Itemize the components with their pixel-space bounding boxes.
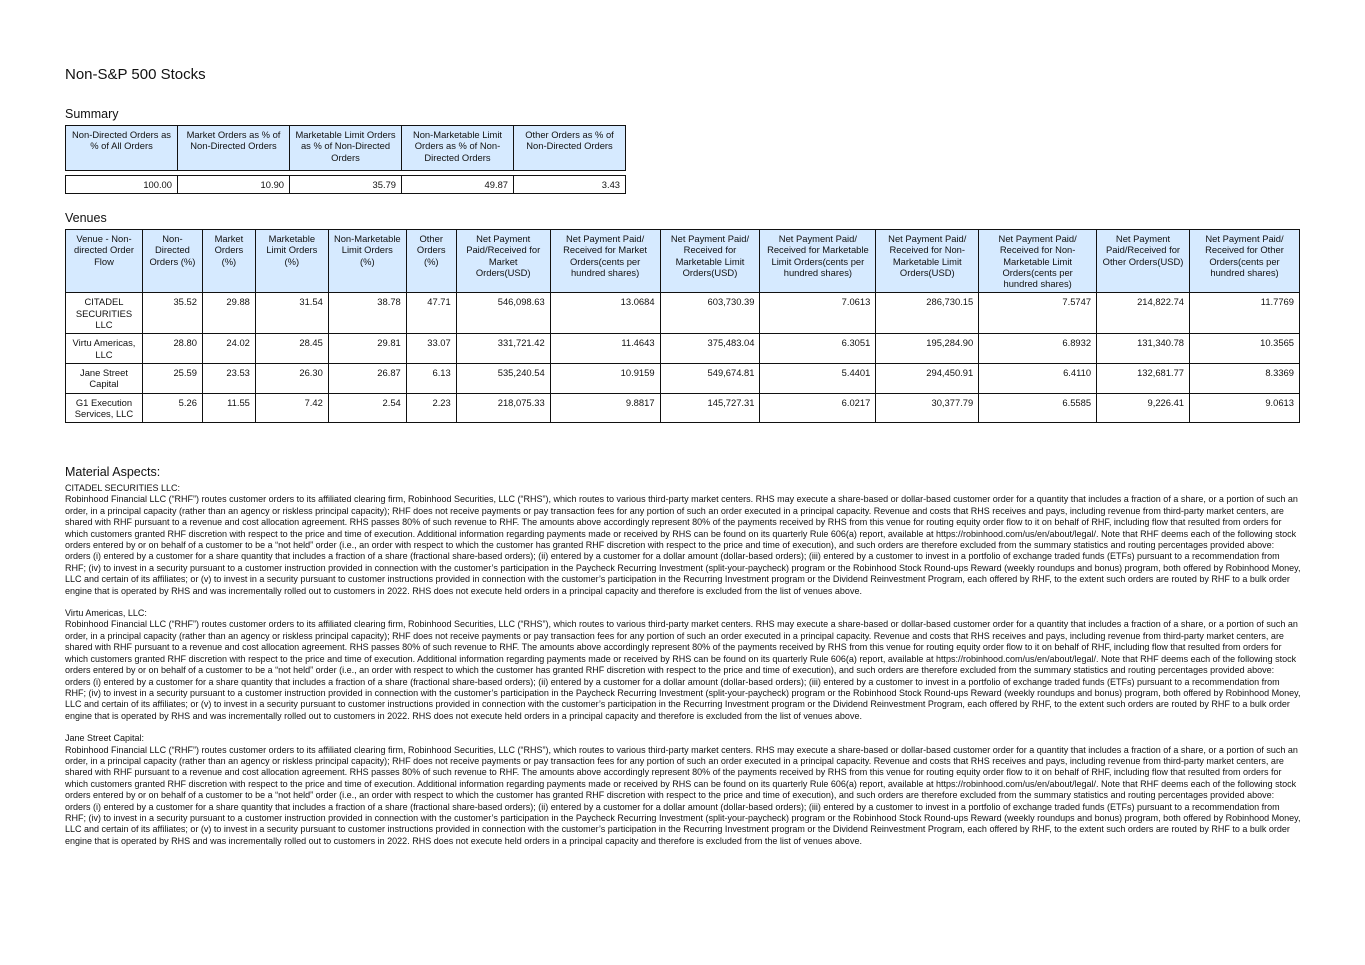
summary-value-row — [66, 176, 626, 194]
aspect-venue-title: Jane Street Capital: — [65, 733, 145, 744]
venues-header-cell: Net Payment Paid/ Received for Market Orders(cents per hundred shares) — [550, 230, 660, 293]
venue-value-cell: 38.78 — [328, 293, 406, 334]
material-aspect-item — [65, 483, 1301, 597]
venues-header-cell: Net Payment Paid/ Received for Marketable Limit Orders(cents per hundred shares) — [760, 230, 876, 293]
venues-heading: Venues — [65, 211, 107, 225]
venues-header-cell: Net Payment Paid/Received for Market Orders(USD) — [456, 230, 550, 293]
venue-value-cell: 9.0613 — [1190, 393, 1300, 423]
venue-value-cell: 535,240.54 — [456, 363, 550, 393]
summary-value-cell: 49.87 — [402, 176, 514, 194]
venue-value-cell: 6.4110 — [979, 363, 1097, 393]
venue-value-cell: 26.87 — [328, 363, 406, 393]
venue-value-cell: 6.13 — [406, 363, 456, 393]
venue-value-cell: 286,730.15 — [876, 293, 979, 334]
table-row — [66, 393, 1300, 423]
venue-value-cell: 28.80 — [142, 334, 202, 364]
venue-value-cell: 7.42 — [255, 393, 328, 423]
venue-value-cell: 131,340.78 — [1097, 334, 1190, 364]
venues-header-cell: Market Orders (%) — [202, 230, 255, 293]
aspect-text: Robinhood Financial LLC (“RHF”) routes customer orders to its affiliated clearing firm, Robinhood Securities, LLC (“RHS”), which routes to various third-party market centers. RHS may execute a share-based or dollar-based customer order for a quantity that includes a fraction of a share, or a portion of such an order, in a principal capacity (rather than an agency or riskless principal capacity); RHF does not receive payments or pay transaction fees for any portion of such an order executed in a principal capacity. Revenue and costs that RHS receives and pays, including revenue from third-party market centers, are shared with RHF pursuant to a revenue and cost allocation agreement. RHS passes 80% of such revenue to RHF. The amounts above accordingly represent 80% of the payments received by RHS from this venue for routing equity order flow to it on behalf of RHF, including flow that resulted from orders for which customers granted RHF discretion with respect to the price and time of execution. Additional information regarding payments made or received by RHS can be found on its quarterly Rule 606(a) report, available at https://robinhood.com/us/en/about/legal/. Note that RHF deems each of the following stock orders entered by or on behalf of a customer to be a “not held” order (i.e., an order with respect to which the customer has granted RHF discretion with respect to the price and time of execution), and such orders are therefore excluded from the summary statistics and routing percentages provided above: orders (i) entered by a customer for a share quantity that includes a fraction of a share (fractional share-based orders); (ii) entered by a customer for a dollar amount (dollar-based orders); (iii) entered by a customer to invest in a portfolio of exchange traded funds (ETFs) pursuant to a recommendation from RHF; (iv) to invest in a security pursuant to a customer instruction provided in connection with the customer’s participation in the Paycheck Recurring Investment (split-your-paycheck) program or the Robinhood Stock Round-ups Reward (weekly roundups and bonus) program, both offered by Robinhood Money, LLC and certain of its affiliates; or (v) to invest in a security pursuant to customer instructions provided in connection with the customer’s participation in the Recurring Investment program or the Dividend Reinvestment Program, each offered by RHF, to the extent such orders are routed by RHF to a bulk order engine that is operated by RHS and was incrementally rolled out to customers in 2022. RHS does not execute held orders in a principal capacity and therefore is excluded from the list of venues above. — [65, 494, 1301, 596]
venue-value-cell: 7.0613 — [760, 293, 876, 334]
venues-header-cell: Non-Marketable Limit Orders (%) — [328, 230, 406, 293]
venues-header-cell: Net Payment Paid/ Received for Other Orders(cents per hundred shares) — [1190, 230, 1300, 293]
venue-value-cell: 9,226.41 — [1097, 393, 1190, 423]
venues-header-cell: Venue - Non-directed Order Flow — [66, 230, 143, 293]
summary-value-cell: 35.79 — [290, 176, 402, 194]
venue-value-cell: 26.30 — [255, 363, 328, 393]
venue-value-cell: 2.23 — [406, 393, 456, 423]
material-aspects-list — [65, 483, 1301, 847]
venue-value-cell: 2.54 — [328, 393, 406, 423]
venues-header-cell: Net Payment Paid/ Received for Marketable Limit Orders(USD) — [660, 230, 760, 293]
page-title: Non-S&P 500 Stocks — [65, 66, 206, 83]
summary-header-cell: Non-Marketable Limit Orders as % of Non-Directed Orders — [402, 126, 514, 171]
venue-value-cell: 47.71 — [406, 293, 456, 334]
venue-value-cell: 6.0217 — [760, 393, 876, 423]
table-row — [66, 363, 1300, 393]
venue-value-cell: 195,284.90 — [876, 334, 979, 364]
venue-value-cell: 5.4401 — [760, 363, 876, 393]
venues-header-cell: Non-Directed Orders (%) — [142, 230, 202, 293]
venue-value-cell: 5.26 — [142, 393, 202, 423]
summary-header-cell: Marketable Limit Orders as % of Non-Directed Orders — [290, 126, 402, 171]
venue-value-cell: 28.45 — [255, 334, 328, 364]
venue-value-cell: 10.3565 — [1190, 334, 1300, 364]
venue-value-cell: 31.54 — [255, 293, 328, 334]
venue-value-cell: 294,450.91 — [876, 363, 979, 393]
aspect-venue-title: CITADEL SECURITIES LLC: — [65, 483, 181, 493]
venue-value-cell: 331,721.42 — [456, 334, 550, 364]
venue-name-cell: CITADEL SECURITIES LLC — [66, 293, 143, 334]
venue-value-cell: 11.4643 — [550, 334, 660, 364]
venue-value-cell: 33.07 — [406, 334, 456, 364]
venue-value-cell: 375,483.04 — [660, 334, 760, 364]
venue-value-cell: 30,377.79 — [876, 393, 979, 423]
summary-table — [65, 125, 626, 194]
venues-header-cell: Net Payment Paid/Received for Other Orders(USD) — [1097, 230, 1190, 293]
venue-value-cell: 546,098.63 — [456, 293, 550, 334]
venue-value-cell: 11.55 — [202, 393, 255, 423]
venue-value-cell: 6.3051 — [760, 334, 876, 364]
material-aspect-item — [65, 733, 1301, 847]
venue-value-cell: 11.7769 — [1190, 293, 1300, 334]
summary-header-cell: Non-Directed Orders as % of All Orders — [66, 126, 178, 171]
table-row — [66, 334, 1300, 364]
venues-header-cell: Other Orders (%) — [406, 230, 456, 293]
venues-table — [65, 229, 1300, 423]
venues-header-cell: Net Payment Paid/ Received for Non-Marketable Limit Orders(USD) — [876, 230, 979, 293]
venue-name-cell: Jane Street Capital — [66, 363, 143, 393]
venues-body — [66, 293, 1300, 423]
venues-header-cell: Marketable Limit Orders (%) — [255, 230, 328, 293]
aspect-text: Robinhood Financial LLC (“RHF”) routes customer orders to its affiliated clearing firm, Robinhood Securities, LLC (“RHS”), which routes to various third-party market centers. RHS may execute a share-based or dollar-based customer order for a quantity that includes a fraction of a share, or a portion of such an order, in a principal capacity (rather than an agency or riskless principal capacity); RHF does not receive payments or pay transaction fees for any portion of such an order executed in a principal capacity. Revenue and costs that RHS receives and pays, including revenue from third-party market centers, are shared with RHF pursuant to a revenue and cost allocation agreement. RHS passes 80% of such revenue to RHF. The amounts above accordingly represent 80% of the payments received by RHS from this venue for routing equity order flow to it on behalf of RHF, including flow that resulted from orders for which customers granted RHF discretion with respect to the price and time of execution. Additional information regarding payments made or received by RHS can be found on its quarterly Rule 606(a) report, available at https://robinhood.com/us/en/about/legal/. Note that RHF deems each of the following stock orders entered by or on behalf of a customer to be a “not held” order (i.e., an order with respect to which the customer has granted RHF discretion with respect to the price and time of execution), and such orders are therefore excluded from the summary statistics and routing percentages provided above: orders (i) entered by a customer for a share quantity that includes a fraction of a share (fractional share-based orders); (ii) entered by a customer for a dollar amount (dollar-based orders); (iii) entered by a customer to invest in a portfolio of exchange traded funds (ETFs) pursuant to a recommendation from RHF; (iv) to invest in a security pursuant to a customer instruction provided in connection with the customer’s participation in the Paycheck Recurring Investment (split-your-paycheck) program or the Robinhood Stock Round-ups Reward (weekly roundups and bonus) program, both offered by Robinhood Money, LLC and certain of its affiliates; or (v) to invest in a security pursuant to customer instructions provided in connection with the customer’s participation in the Recurring Investment program or the Dividend Reinvestment Program, each offered by RHF, to the extent such orders are routed by RHF to a bulk order engine that is operated by RHS and was incrementally rolled out to customers in 2022. RHS does not execute held orders in a principal capacity and therefore is excluded from the list of venues above. — [65, 619, 1301, 721]
venue-value-cell: 214,822.74 — [1097, 293, 1190, 334]
summary-value-cell: 3.43 — [514, 176, 626, 194]
material-aspects-section — [65, 465, 1301, 858]
summary-header-cell: Other Orders as % of Non-Directed Orders — [514, 126, 626, 171]
venue-value-cell: 13.0684 — [550, 293, 660, 334]
venues-header-cell: Net Payment Paid/ Received for Non-Marketable Limit Orders(cents per hundred shares) — [979, 230, 1097, 293]
venue-value-cell: 9.8817 — [550, 393, 660, 423]
venue-value-cell: 132,681.77 — [1097, 363, 1190, 393]
summary-header-row — [66, 126, 626, 171]
venue-value-cell: 29.81 — [328, 334, 406, 364]
venue-value-cell: 218,075.33 — [456, 393, 550, 423]
material-aspect-item — [65, 608, 1301, 722]
venue-value-cell: 35.52 — [142, 293, 202, 334]
aspect-text: Robinhood Financial LLC (“RHF”) routes customer orders to its affiliated clearing firm, Robinhood Securities, LLC (“RHS”), which routes to various third-party market centers. RHS may execute a share-based or dollar-based customer order for a quantity that includes a fraction of a share, or a portion of such an order, in a principal capacity (rather than an agency or riskless principal capacity); RHF does not receive payments or pay transaction fees for any portion of such an order executed in a principal capacity. Revenue and costs that RHS receives and pays, including revenue from third-party market centers, are shared with RHF pursuant to a revenue and cost allocation agreement. RHS passes 80% of such revenue to RHF. The amounts above accordingly represent 80% of the payments received by RHS from this venue for routing equity order flow to it on behalf of RHF, including flow that resulted from orders for which customers granted RHF discretion with respect to the price and time of execution. Additional information regarding payments made or received by RHS can be found on its quarterly Rule 606(a) report, available at https://robinhood.com/us/en/about/legal/. Note that RHF deems each of the following stock orders entered by or on behalf of a customer to be a “not held” order (i.e., an order with respect to which the customer has granted RHF discretion with respect to the price and time of execution), and such orders are therefore excluded from the summary statistics and routing percentages provided above: orders (i) entered by a customer for a share quantity that includes a fraction of a share (fractional share-based orders); (ii) entered by a customer for a dollar amount (dollar-based orders); (iii) entered by a customer to invest in a portfolio of exchange traded funds (ETFs) pursuant to a recommendation from RHF; (iv) to invest in a security pursuant to a customer instruction provided in connection with the customer’s participation in the Paycheck Recurring Investment (split-your-paycheck) program or the Robinhood Stock Round-ups Reward (weekly roundups and bonus) program, both offered by Robinhood Money, LLC and certain of its affiliates; or (v) to invest in a security pursuant to customer instructions provided in connection with the customer’s participation in the Recurring Investment program or the Dividend Reinvestment Program, each offered by RHF, to the extent such orders are routed by RHF to a bulk order engine that is operated by RHS and was incrementally rolled out to customers in 2022. RHS does not execute held orders in a principal capacity and therefore is excluded from the list of venues above. — [65, 744, 1301, 846]
aspect-venue-title: Virtu Americas, LLC: — [65, 608, 147, 619]
venue-value-cell: 8.3369 — [1190, 363, 1300, 393]
venue-value-cell: 6.8932 — [979, 334, 1097, 364]
material-aspects-heading: Material Aspects: — [65, 465, 161, 479]
venue-value-cell: 145,727.31 — [660, 393, 760, 423]
summary-value-cell: 10.90 — [178, 176, 290, 194]
venue-value-cell: 24.02 — [202, 334, 255, 364]
venue-name-cell: Virtu Americas, LLC — [66, 334, 143, 364]
summary-value-cell: 100.00 — [66, 176, 178, 194]
venue-value-cell: 549,674.81 — [660, 363, 760, 393]
venue-value-cell: 29.88 — [202, 293, 255, 334]
venue-value-cell: 6.5585 — [979, 393, 1097, 423]
venues-header-row — [66, 230, 1300, 293]
venue-name-cell: G1 Execution Services, LLC — [66, 393, 143, 423]
summary-heading: Summary — [65, 107, 119, 121]
venue-value-cell: 23.53 — [202, 363, 255, 393]
venue-value-cell: 603,730.39 — [660, 293, 760, 334]
venue-value-cell: 25.59 — [142, 363, 202, 393]
summary-header-cell: Market Orders as % of Non-Directed Orders — [178, 126, 290, 171]
table-row — [66, 293, 1300, 334]
venue-value-cell: 7.5747 — [979, 293, 1097, 334]
venue-value-cell: 10.9159 — [550, 363, 660, 393]
